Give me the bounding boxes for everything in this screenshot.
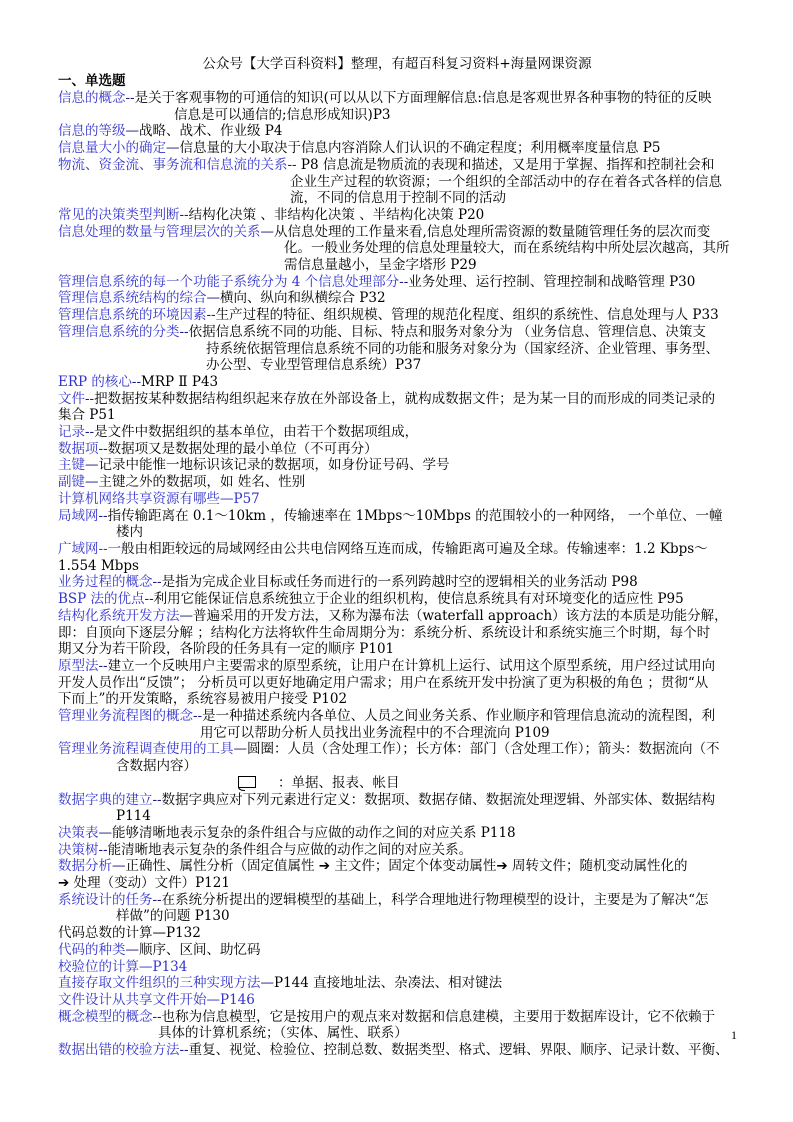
entry-continuation: 办公型、专业型管理信息系统）P37 xyxy=(206,357,422,374)
entry-separator: -- xyxy=(98,657,108,674)
entry-definition: 普遍采用的开发方法，又称为瀑布法（waterfall approach）该方法的本质是功能分解， xyxy=(193,607,728,624)
entry-term: 常见的决策类型判断 xyxy=(58,206,180,223)
glossary-entry xyxy=(58,274,742,291)
glossary-entry xyxy=(58,858,742,891)
entry-definition: 能够清晰地表示复杂的条件组合与应做的动作之间的对应关系 P118 xyxy=(112,824,516,841)
entry-term: 原型法 xyxy=(58,657,99,674)
entry-term: 信息量大小的确定 xyxy=(58,140,166,157)
entry-separator: — xyxy=(233,741,247,758)
glossary-entry xyxy=(58,374,742,391)
entry-definition: 结构化决策 、非结构化决策 、半结构化决策 P20 xyxy=(188,206,485,223)
entry-continuation: 即：自顶向下逐层分解 ；结构化方法将软件生命周期分为：系统分析、系统设计和系统实施三个时期，每个时 xyxy=(58,624,711,641)
glossary-entry xyxy=(58,708,742,741)
entry-separator: -- xyxy=(125,90,135,106)
glossary-entry xyxy=(58,123,742,140)
entry-term: 记录 xyxy=(58,424,85,441)
entry-separator: -- xyxy=(85,390,95,407)
entry-term: 广域网--一 xyxy=(58,540,122,557)
entry-definition: 是指为完成企业目标或任务而进行的一系列跨越时空的逻辑相关的业务活动 P98 xyxy=(161,574,638,591)
entry-separator: — xyxy=(112,858,126,875)
entry-separator: -- xyxy=(399,273,409,290)
entry-term: 直接存取文件组织的三种实现方法 xyxy=(58,975,261,992)
entry-definition: MRP Ⅱ P43 xyxy=(141,373,219,390)
entry-separator: — xyxy=(179,607,193,624)
entry-continuation: ➔ 处理（变动）文件）P121 xyxy=(58,875,230,892)
entry-definition: 能清晰地表示复杂的条件组合与应做的动作之间的对应关系。 xyxy=(107,841,473,858)
entry-definition: 业务处理、运行控制、管理控制和战略管理 P30 xyxy=(408,273,696,290)
glossary-entry xyxy=(58,391,742,424)
entry-separator: — xyxy=(166,140,180,157)
entry-separator: -- xyxy=(287,156,301,173)
entry-term: 系统设计的任务 xyxy=(58,891,153,908)
entry-term: 副键 xyxy=(58,474,85,491)
entry-continuation: 1.554 Mbps xyxy=(58,557,139,574)
glossary-entry xyxy=(58,157,742,207)
entry-separator: — xyxy=(260,223,274,240)
glossary-entry xyxy=(58,474,742,491)
entry-continuation: P114 xyxy=(116,808,151,825)
glossary-entry xyxy=(58,424,742,441)
entry-definition: 生产过程的特征、组织规模、管理的规范化程度、组织的系统性、信息处理与人 P33 xyxy=(215,307,719,324)
entry-continuation: 企业生产过程的软资源；一个组织的全部活动中的存在着各式各样的信息 xyxy=(290,173,722,190)
entry-term: 数据项 xyxy=(58,440,99,457)
entry-separator: — xyxy=(85,474,99,491)
entry-separator: -- xyxy=(144,591,154,608)
entry-separator: -- xyxy=(179,206,189,223)
entry-term: 管理信息系统的环境因素 xyxy=(58,307,207,324)
entry-term: 数据字典的建立 xyxy=(58,791,153,808)
entry-separator: -- xyxy=(206,307,216,324)
entry-continuation: 需信息量越小，呈金字塔形 P29 xyxy=(284,257,477,274)
entry-term: 决策表 xyxy=(58,824,99,841)
entry-definition: 利用它能保证信息系统独立于企业的组织机构，使信息系统具有对环境变化的适应性 P95 xyxy=(153,591,684,608)
entry-list xyxy=(58,90,742,1059)
page-number: 1 xyxy=(731,1028,737,1042)
entry-definition: 代码总数的计算—P132 xyxy=(58,925,201,942)
entry-definition: 建立一个反映用户主要需求的原型系统，让用户在计算机上运行、试用这个原型系统，用户经过试用向 xyxy=(107,657,716,674)
entry-definition: 正确性、属性分析（固定值属性 ➔ 主文件；固定个体变动属性➔ 周转文件；随机变动属性化的 xyxy=(125,858,688,875)
page-header: 公众号【大学百科资料】整理，有超百科复习资料+海量网课资源 xyxy=(202,56,592,72)
glossary-entry xyxy=(58,90,742,123)
section-title: 一、单选题 xyxy=(58,73,126,89)
glossary-entry xyxy=(58,741,742,774)
entry-definition: 指传输距离在 0.1～10km ，传输速率在 1Mbps～10Mbps 的范围较小的一种网络， 一个单位、一幢 xyxy=(107,507,723,524)
glossary-entry xyxy=(58,1042,742,1059)
glossary-entry xyxy=(58,290,742,307)
glossary-entry xyxy=(58,307,742,324)
glossary-entry xyxy=(58,942,742,959)
entry-separator: -- xyxy=(85,424,95,441)
entry-separator: — xyxy=(85,457,99,474)
entry-separator: -- xyxy=(131,373,142,390)
entry-separator: — xyxy=(260,975,274,992)
entry-definition: 重复、视觉、检验位、控制总数、数据类型、格式、逻辑、界限、顺序、记录计数、平衡、 xyxy=(188,1042,729,1059)
entry-definition: 数据字典应对下列元素进行定义：数据项、数据存储、数据流处理逻辑、外部实体、数据结构 xyxy=(161,791,716,808)
entry-continuation: 具体的计算机系统；（实体、属性、联系） xyxy=(158,1025,408,1042)
entry-definition: 战略、战术、作业级 P4 xyxy=(139,123,283,140)
entry-term: 概念模型的概念 xyxy=(58,1008,153,1025)
entry-separator: — xyxy=(125,941,139,958)
entry-separator: -- xyxy=(152,891,162,908)
entry-term: 管理信息系统的每一个功能子系统分为 4 个信息处理部分 xyxy=(58,273,400,290)
entry-definition: 把数据按某种数据结构组织起来存放在外部设备上，就构成数据文件；是为某一目的而形成的同类记录的 xyxy=(94,390,716,407)
entry-definition: 般由相距较远的局域网经由公共电信网络互连而成，传输距离可遍及全球。传输速率：1.2 Kbps～ xyxy=(121,540,708,557)
document-symbol-icon xyxy=(238,776,256,788)
entry-term: 信息处理的数量与管理层次的关系 xyxy=(58,223,261,240)
entry-definition: 在系统分析提出的逻辑模型的基础上，科学合理地进行物理模型的设计，主要是为了解决“怎 xyxy=(161,891,709,908)
glossary-entry xyxy=(58,842,742,859)
glossary-entry xyxy=(58,207,742,224)
glossary-entry xyxy=(58,491,742,508)
entry-definition: 信息量的大小取决于信息内容消除人们认识的不确定程度；利用概率度量信息 P5 xyxy=(179,140,661,157)
entry-term: 决策树 xyxy=(58,841,99,858)
glossary-entry xyxy=(58,574,742,591)
glossary-entry xyxy=(58,992,742,1009)
entry-continuation: 持系统依据管理信息系统不同的功能和服务对象分为（国家经济、企业管理、事务型、 xyxy=(206,340,719,357)
entry-definition: P144 直接地址法、杂凑法、相对键法 xyxy=(274,975,503,992)
glossary-entry xyxy=(58,892,742,925)
glossary-entry xyxy=(58,658,742,708)
entry-definition: 从信息处理的工作量来看,信息处理所需资源的数量随管理任务的层次而变 xyxy=(274,223,711,240)
glossary-entry xyxy=(58,541,742,574)
glossary-entry xyxy=(58,792,742,825)
entry-definition: 是文件中数据组织的基本单位，由若干个数据项组成， xyxy=(94,424,419,441)
entry-term: 校验位的计算—P134 xyxy=(58,958,188,975)
entry-separator: -- xyxy=(98,507,108,524)
entry-separator: -- xyxy=(193,708,203,725)
entry-continuation: 流，不同的信息用于控制不同的活动 xyxy=(290,190,506,207)
entry-separator: -- xyxy=(179,323,189,340)
entry-separator: -- xyxy=(179,1042,189,1059)
entry-continuation: 开发人员作出“反馈”； 分析员可以更好地确定用户需求；用户在系统开发中扮演了更为积极的角色 ；贯彻“从 xyxy=(58,674,709,691)
entry-term: 局域网 xyxy=(58,507,99,524)
entry-continuation: 化。一般业务处理的信息处理量较大，而在系统结构中所处层次越高，其所 xyxy=(284,240,730,257)
entry-term: 管理业务流程图的概念 xyxy=(58,708,193,725)
glossary-entry xyxy=(58,457,742,474)
entry-term: 文件 xyxy=(58,390,85,407)
entry-continuation: 含数据内容） xyxy=(116,758,197,775)
entry-continuation: 期又分为若干阶段，各阶段的任务具有一定的顺序 P101 xyxy=(58,641,395,658)
entry-term: 代码的种类 xyxy=(58,941,126,958)
entry-separator: — xyxy=(206,290,220,307)
entry-separator: -- xyxy=(152,1008,162,1025)
glossary-entry xyxy=(58,224,742,274)
glossary-entry xyxy=(58,591,742,608)
entry-term: 文件设计从共享文件开始—P146 xyxy=(58,991,255,1008)
entry-definition: 横向、纵向和纵横综合 P32 xyxy=(220,290,386,307)
entry-definition: 也称为信息模型，它是按用户的观点来对数据和信息建模，主要用于数据库设计，它不依赖于 xyxy=(161,1008,716,1025)
doc-symbol-label: ：单据、报表、帐目 xyxy=(278,774,400,791)
entry-continuation: 下而上”的开发策略，系统容易被用户接受 P102 xyxy=(58,691,348,708)
entry-continuation: 楼内 xyxy=(116,524,143,541)
entry-definition: 记录中能惟一地标识该记录的数据项，如身份证号码、学号 xyxy=(98,457,450,474)
entry-definition: 主键之外的数据项，如 姓名、性别 xyxy=(98,474,306,491)
doc-symbol-legend xyxy=(58,775,742,792)
glossary-entry xyxy=(58,608,742,658)
entry-definition: P8 信息流是物质流的表现和描述，又是用于掌握、指挥和控制社会和 xyxy=(300,156,715,173)
entry-term: 物流、资金流、事务流和信息流的关系 xyxy=(58,156,288,173)
entry-definition: 顺序、区间、助忆码 xyxy=(139,941,261,958)
entry-definition: 数据项又是数据处理的最小单位（不可再分） xyxy=(107,440,378,457)
entry-term: 管理信息系统的分类 xyxy=(58,323,180,340)
entry-separator: -- xyxy=(98,841,108,858)
entry-separator: -- xyxy=(152,791,162,808)
entry-term: 结构化系统开发方法 xyxy=(58,607,180,624)
entry-term: BSP 法的优点 xyxy=(58,591,145,608)
entry-term: 管理信息系统结构的综合 xyxy=(58,290,207,307)
entry-term: 数据分析 xyxy=(58,858,112,875)
entry-separator: -- xyxy=(152,574,162,591)
entry-separator: -- xyxy=(98,440,108,457)
entry-definition: 是一种描述系统内各单位、人员之间业务关系、作业顺序和管理信息流动的流程图，利 xyxy=(202,708,716,725)
entry-continuation: 集合 P51 xyxy=(58,407,116,424)
glossary-entry xyxy=(58,324,742,374)
glossary-entry xyxy=(58,825,742,842)
entry-term: 管理业务流程调查使用的工具 xyxy=(58,741,234,758)
entry-separator: — xyxy=(125,123,139,140)
entry-definition: 依据信息系统不同的功能、目标、特点和服务对象分为 （业务信息、管理信息、决策支 xyxy=(188,323,706,340)
glossary-entry xyxy=(58,140,742,157)
entry-continuation: 用它可以帮助分析人员找出业务流程中的不合理流向 P109 xyxy=(200,724,550,741)
entry-term: 计算机网络共享资源有哪些—P57 xyxy=(58,490,260,507)
entry-term: ERP 的核心 xyxy=(58,373,132,390)
document-page xyxy=(58,56,742,1059)
entry-definition: 圆圈：人员（含处理工作）；长方体：部门（含处理工作）；箭头：数据流向（不 xyxy=(247,741,720,758)
entry-term: 信息的等级 xyxy=(58,123,126,140)
glossary-entry xyxy=(58,959,742,976)
entry-separator: — xyxy=(98,824,112,841)
entry-term: 业务过程的概念 xyxy=(58,574,153,591)
glossary-entry xyxy=(58,508,742,541)
entry-term: 主键 xyxy=(58,457,85,474)
entry-continuation: 信息是可以通信的;信息形成知识)P3 xyxy=(174,106,391,123)
entry-term: 数据出错的校验方法 xyxy=(58,1042,180,1059)
entry-term: 信息的概念 xyxy=(58,90,126,106)
glossary-entry xyxy=(58,925,742,942)
glossary-entry xyxy=(58,1009,742,1042)
entry-continuation: 样做”的问题 P130 xyxy=(116,908,230,925)
entry-definition: 是关于客观事物的可通信的知识(可以从以下方面理解信息:信息是客观世界各种事物的特征的反映 xyxy=(134,90,712,106)
glossary-entry xyxy=(58,441,742,458)
glossary-entry xyxy=(58,975,742,992)
